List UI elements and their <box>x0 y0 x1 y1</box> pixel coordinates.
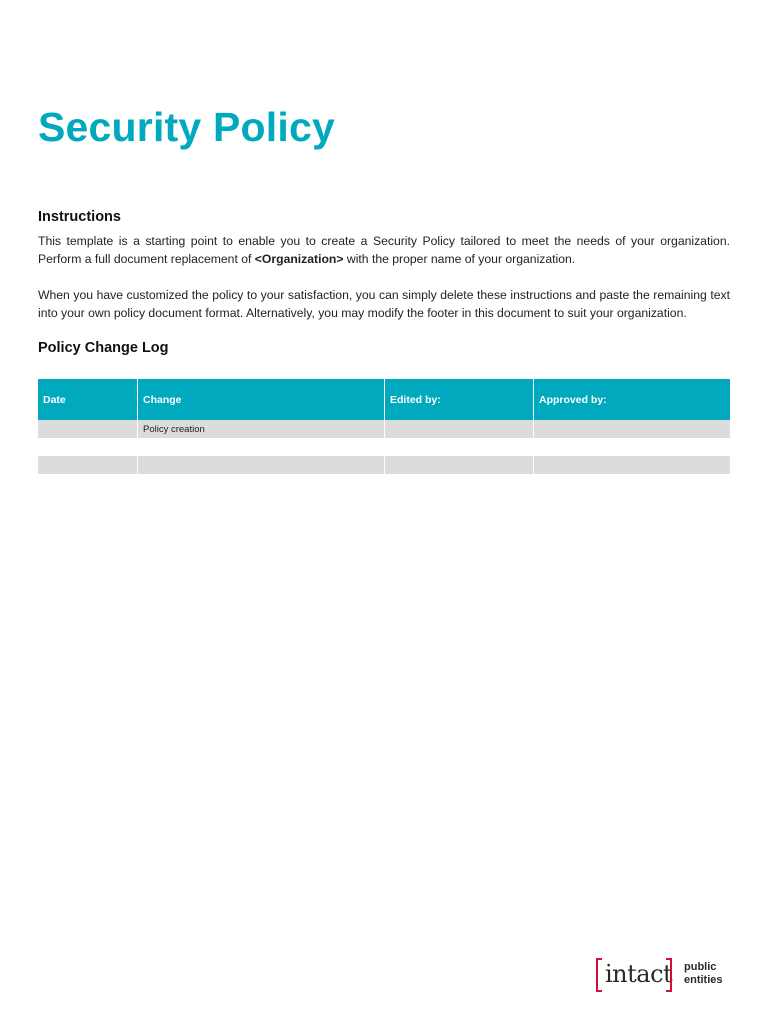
change-log-table <box>38 379 730 474</box>
logo-left-bracket <box>596 958 602 992</box>
change-log-heading: Policy Change Log <box>38 340 169 356</box>
table-row <box>38 420 730 438</box>
table-spacer-row <box>38 438 730 456</box>
logo-tagline-line-2: entities <box>684 974 723 986</box>
instructions-heading: Instructions <box>38 209 121 225</box>
cell-date <box>38 420 138 438</box>
column-header-approved-by: Approved by: <box>534 379 730 420</box>
instructions-paragraph-1 <box>38 232 730 268</box>
logo-wordmark: intact <box>605 960 673 988</box>
cell-approved-by <box>534 420 730 438</box>
cell-edited-by <box>385 456 534 474</box>
cell-change: Policy creation <box>138 420 385 438</box>
logo-tagline-line-1: public <box>684 961 717 973</box>
intact-public-entities-logo <box>596 958 736 996</box>
instructions-paragraph-2: When you have customized the policy to your satisfaction, you can simply delete these instructions and paste the remaining text into your own policy document format. Alternatively, you may modify the footer in this document to suit your organization. <box>38 288 730 320</box>
logo-tagline <box>684 961 723 987</box>
cell-date <box>38 456 138 474</box>
instructions-paragraph-1-start: This template is a starting point to enable you to create a Security Policy tailored to meet the needs of your organization. Perform a full document replacement of <box>38 234 730 266</box>
page-title: Security Policy <box>38 104 335 150</box>
cell-edited-by <box>385 420 534 438</box>
instructions-paragraph-1-end: with the proper name of your organization. <box>343 252 576 266</box>
column-header-date: Date <box>38 379 138 420</box>
table-row <box>38 456 730 474</box>
logo-right-bracket <box>666 958 672 992</box>
column-header-edited-by: Edited by: <box>385 379 534 420</box>
cell-change <box>138 456 385 474</box>
organization-placeholder: <Organization> <box>254 252 344 266</box>
cell-approved-by <box>534 456 730 474</box>
column-header-change: Change <box>138 379 385 420</box>
table-header-row <box>38 379 730 420</box>
